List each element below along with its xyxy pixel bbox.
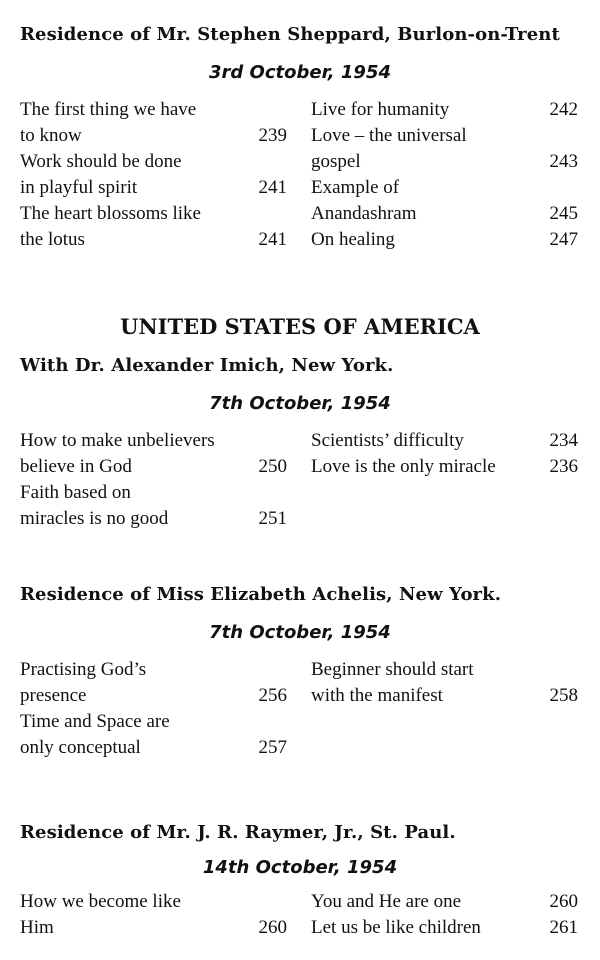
toc-entry [311,889,578,915]
section-date: 7th October, 1954 [209,622,391,643]
toc-entry-title: only conceptual [20,737,141,758]
section-heading: Residence of Mr. Stephen Sheppard, Burlon-on-Trent [20,24,560,45]
toc-entry-title: The heart blossoms like [20,203,201,224]
toc-entry-line [20,454,287,480]
toc-entry-title: On healing [311,229,395,250]
toc-entry-line [20,149,287,175]
toc-entry-title: Anandashram [311,203,417,224]
section-heading: Residence of Mr. J. R. Raymer, Jr., St. Paul. [20,822,456,843]
toc-entry-line [311,683,578,709]
right-column [311,428,578,480]
toc-entry-title: in playful spirit [20,177,138,198]
toc-entry-title: The first thing we have [20,99,197,120]
toc-entry-line [20,97,287,123]
toc-entry [311,915,578,941]
toc-entry-title: You and He are one [311,891,462,912]
toc-entry-line [311,428,578,454]
toc-page-number: 260 [549,891,578,912]
toc-entry-line [20,506,287,532]
toc-page-number: 243 [549,151,578,172]
toc-entry [20,201,287,253]
toc-page-number: 236 [549,456,578,477]
section-heading: With Dr. Alexander Imich, New York. [20,355,394,376]
toc-page-number: 250 [258,456,287,477]
toc-entry-line [20,175,287,201]
toc-entry-title: Love – the universal [311,125,467,146]
toc-entry-line [311,227,578,253]
toc-entry-line [20,657,287,683]
left-column [20,97,287,253]
toc-page-number: 256 [258,685,287,706]
toc-entry-line [20,889,287,915]
toc-page-number: 241 [258,229,287,250]
toc-entry-line [311,915,578,941]
toc-page-number: 258 [549,685,578,706]
toc-entry-title: How we become like [20,891,181,912]
section-date: 3rd October, 1954 [208,62,392,83]
toc-entry-line [311,97,578,123]
toc-entry-line [20,123,287,149]
left-column [20,428,287,532]
toc-entry-line [311,657,578,683]
toc-page-number: 245 [549,203,578,224]
toc-entry-title: with the manifest [311,685,443,706]
right-column [311,889,578,941]
toc-entry [311,97,578,123]
toc-entry [20,428,287,480]
toc-entry-title: Work should be done [20,151,182,172]
toc-entry-title: Example of [311,177,400,198]
toc-page-number: 251 [258,508,287,529]
toc-entry [311,123,578,175]
toc-entry-line [311,149,578,175]
right-column [311,657,578,709]
toc-entry-line [20,428,287,454]
toc-entry-title: believe in God [20,456,132,477]
toc-entry-title: Him [20,917,54,938]
right-column [311,97,578,253]
toc-entry-line [311,201,578,227]
left-column [20,657,287,761]
toc-entry-line [311,175,578,201]
toc-entry [20,889,287,941]
toc-entry-title: to know [20,125,82,146]
toc-entry-line [20,709,287,735]
toc-entry-title: the lotus [20,229,85,250]
toc-page-number: 241 [258,177,287,198]
left-column [20,889,287,941]
toc-entry [311,175,578,227]
toc-entry-line [20,227,287,253]
toc-entry-title: Love is the only miracle [311,456,496,477]
toc-entry-title: Beginner should start [311,659,474,680]
toc-entry-title: Let us be like children [311,917,481,938]
toc-entry [20,149,287,201]
toc-entry [311,657,578,709]
toc-entry-title: Live for humanity [311,99,450,120]
toc-entry-title: How to make unbelievers [20,430,215,451]
toc-entry-title: miracles is no good [20,508,169,529]
toc-entry [20,480,287,532]
section-heading: Residence of Miss Elizabeth Achelis, New York. [20,584,502,605]
toc-page-number: 260 [258,917,287,938]
toc-entry-line [311,454,578,480]
toc-page-number: 242 [549,99,578,120]
toc-entry [311,227,578,253]
toc-page-number: 261 [549,917,578,938]
toc-entry [20,97,287,149]
toc-page-number: 234 [549,430,578,451]
toc-page-number: 247 [549,229,578,250]
toc-entry-line [20,915,287,941]
toc-page-number: 257 [258,737,287,758]
toc-entry-title: presence [20,685,87,706]
section-date: 7th October, 1954 [209,393,391,414]
toc-entry-title: gospel [311,151,361,172]
section-date: 14th October, 1954 [202,857,398,878]
toc-entry [20,709,287,761]
country-heading: UNITED STATES OF AMERICA [120,314,480,339]
toc-entry-line [311,123,578,149]
toc-entry-line [311,889,578,915]
toc-entry-title: Faith based on [20,482,131,503]
toc-entry-line [20,480,287,506]
toc-entry-line [20,683,287,709]
toc-entry-title: Practising God’s [20,659,147,680]
toc-entry-title: Scientists’ difficulty [311,430,464,451]
toc-entry-line [20,201,287,227]
toc-page-number: 239 [258,125,287,146]
toc-entry [20,657,287,709]
toc-entry [311,428,578,454]
toc-entry-title: Time and Space are [20,711,170,732]
toc-entry-line [20,735,287,761]
toc-entry [311,454,578,480]
